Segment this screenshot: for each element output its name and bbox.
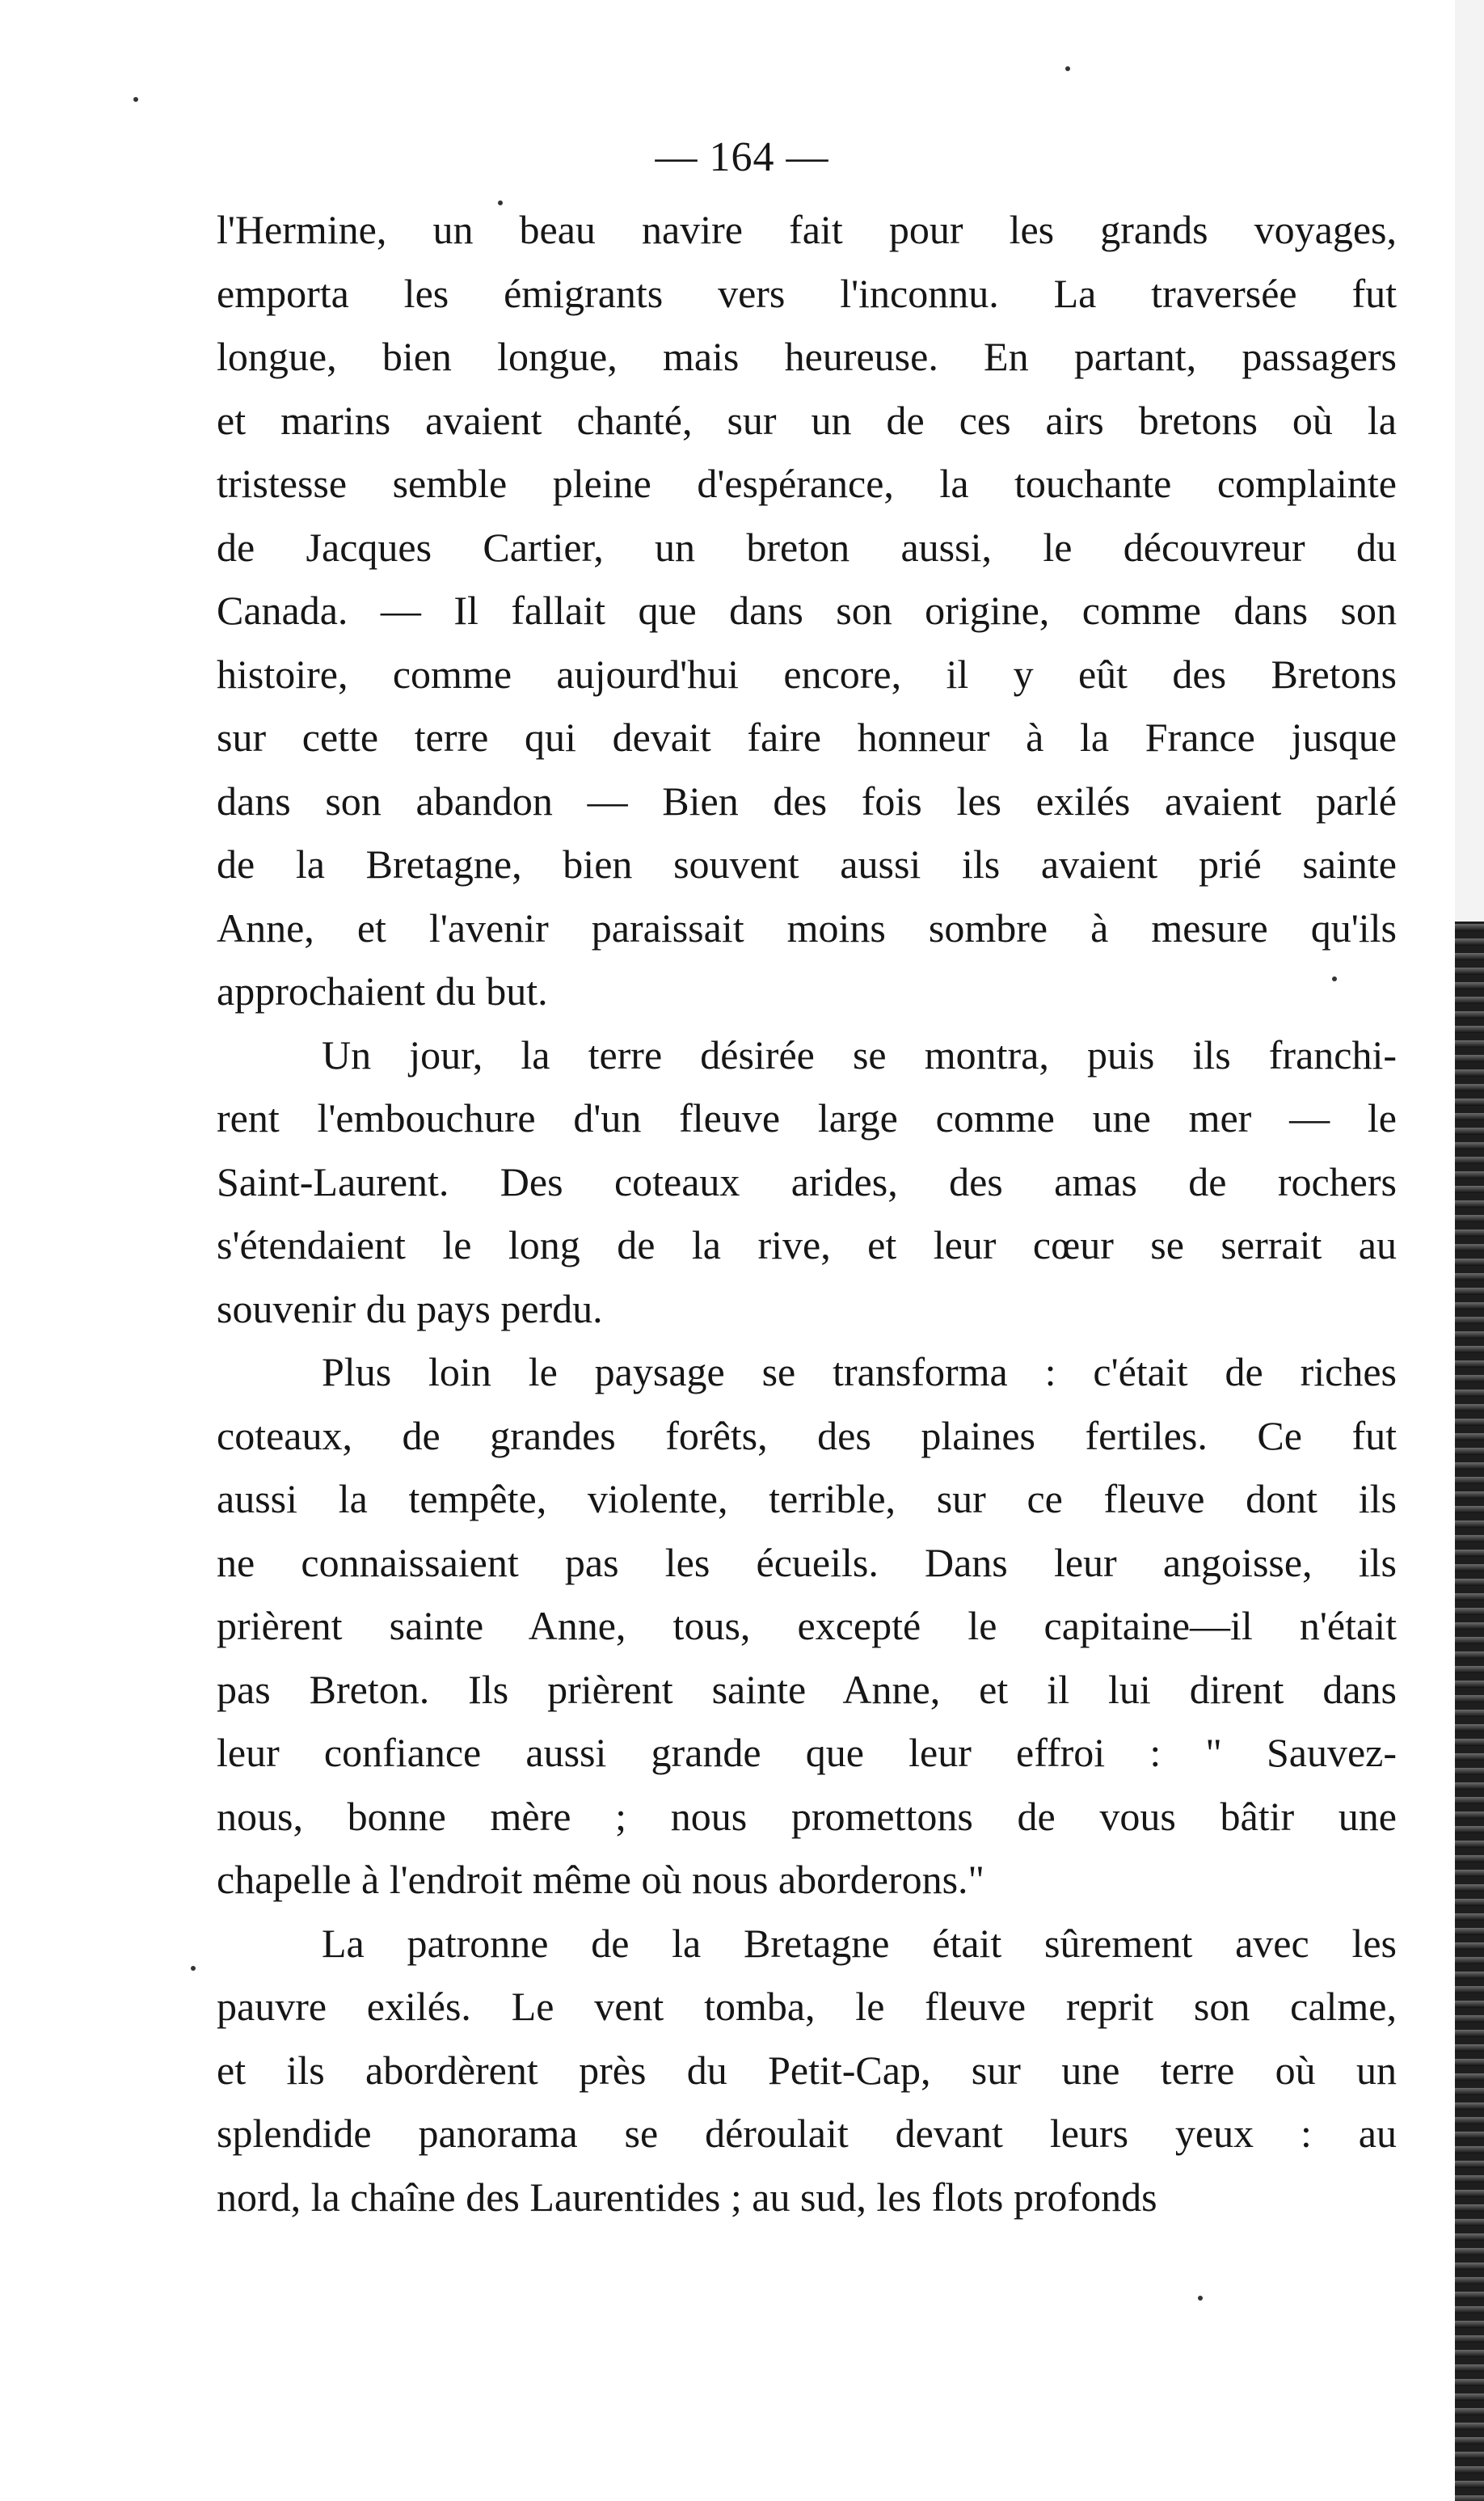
text-line: pauvre exilés. Le vent tomba, le fleuve reprit son calme, xyxy=(217,1984,1397,2029)
scan-edge-light xyxy=(1455,0,1484,922)
text-line: approchaient du but. xyxy=(217,968,548,1014)
text-line: chapelle à l'endroit même où nous aborderons." xyxy=(217,1857,984,1902)
page-number: — 164 — xyxy=(655,134,829,180)
text-line: coteaux, de grandes forêts, des plaines fertiles. Ce fut xyxy=(217,1412,1397,1458)
text-line: longue, bien longue, mais heureuse. En partant, passagers xyxy=(217,334,1397,379)
text-line: emporta les émigrants vers l'inconnu. La traversée fut xyxy=(217,270,1397,316)
text-line: nous, bonne mère ; nous promettons de vous bâtir une xyxy=(217,1793,1397,1839)
paragraph xyxy=(217,1023,1397,1341)
text-line: splendide panorama se déroulait devant leurs yeux : au xyxy=(217,2111,1397,2156)
text-line: souvenir du pays perdu. xyxy=(217,1285,603,1331)
text-line: Anne, et l'avenir paraissait moins sombre à mesure qu'ils xyxy=(217,905,1397,951)
text-line: l'Hermine, un beau navire fait pour les grands voyages, xyxy=(217,207,1397,252)
text-line: pas Breton. Ils prièrent sainte Anne, et il lui dirent dans xyxy=(217,1666,1397,1712)
text-line: et marins avaient chanté, sur un de ces airs bretons où la xyxy=(217,397,1397,443)
text-line: aussi la tempête, violente, terrible, sur ce fleuve dont ils xyxy=(217,1476,1397,1521)
text-line: Canada. — Il fallait que dans son origine, comme dans son xyxy=(217,588,1397,633)
text-line: histoire, comme aujourd'hui encore, il y eût des Bretons xyxy=(217,651,1397,697)
text-line: Saint-Laurent. Des coteaux arides, des amas de rochers xyxy=(217,1158,1397,1204)
page-text xyxy=(217,198,1397,2229)
text-line: rent l'embouchure d'un fleuve large comme une mer — le xyxy=(217,1095,1397,1141)
text-line: et ils abordèrent près du Petit-Cap, sur une terre où un xyxy=(217,2047,1397,2093)
text-line: tristesse semble pleine d'espérance, la touchante complainte xyxy=(217,461,1397,506)
text-line: La patronne de la Bretagne était sûrement avec les xyxy=(322,1920,1397,1966)
text-line: de la Bretagne, bien souvent aussi ils avaient prié sainte xyxy=(217,841,1397,887)
text-line: prièrent sainte Anne, tous, excepté le capitaine—il n'était xyxy=(217,1603,1397,1648)
scan-speck xyxy=(191,1966,196,1971)
text-line: nord, la chaîne des Laurentides ; au sud, les flots profonds xyxy=(217,2174,1157,2220)
text-line: ne connaissaient pas les écueils. Dans leur angoisse, ils xyxy=(217,1539,1397,1585)
scan-speck xyxy=(1065,66,1070,71)
text-line: Un jour, la terre désirée se montra, puis ils franchi- xyxy=(322,1031,1397,1078)
text-line: dans son abandon — Bien des fois les exilés avaient parlé xyxy=(217,778,1397,824)
paragraph xyxy=(217,1340,1397,1912)
scan-speck xyxy=(498,200,503,205)
text-line: de Jacques Cartier, un breton aussi, le découvreur du xyxy=(217,524,1397,570)
scan-speck xyxy=(1198,2296,1203,2301)
paragraph xyxy=(217,1912,1397,2229)
text-line: sur cette terre qui devait faire honneur à la France jusque xyxy=(217,715,1397,760)
paragraph xyxy=(217,198,1397,1023)
scan-speck xyxy=(133,97,138,102)
text-line: s'étendaient le long de la rive, et leur cœur se serrait au xyxy=(217,1222,1397,1267)
text-line: Plus loin le paysage se transforma : c'était de riches xyxy=(322,1349,1397,1394)
text-line: leur confiance aussi grande que leur effroi : " Sauvez- xyxy=(217,1730,1397,1775)
scan-speck xyxy=(1332,976,1337,981)
